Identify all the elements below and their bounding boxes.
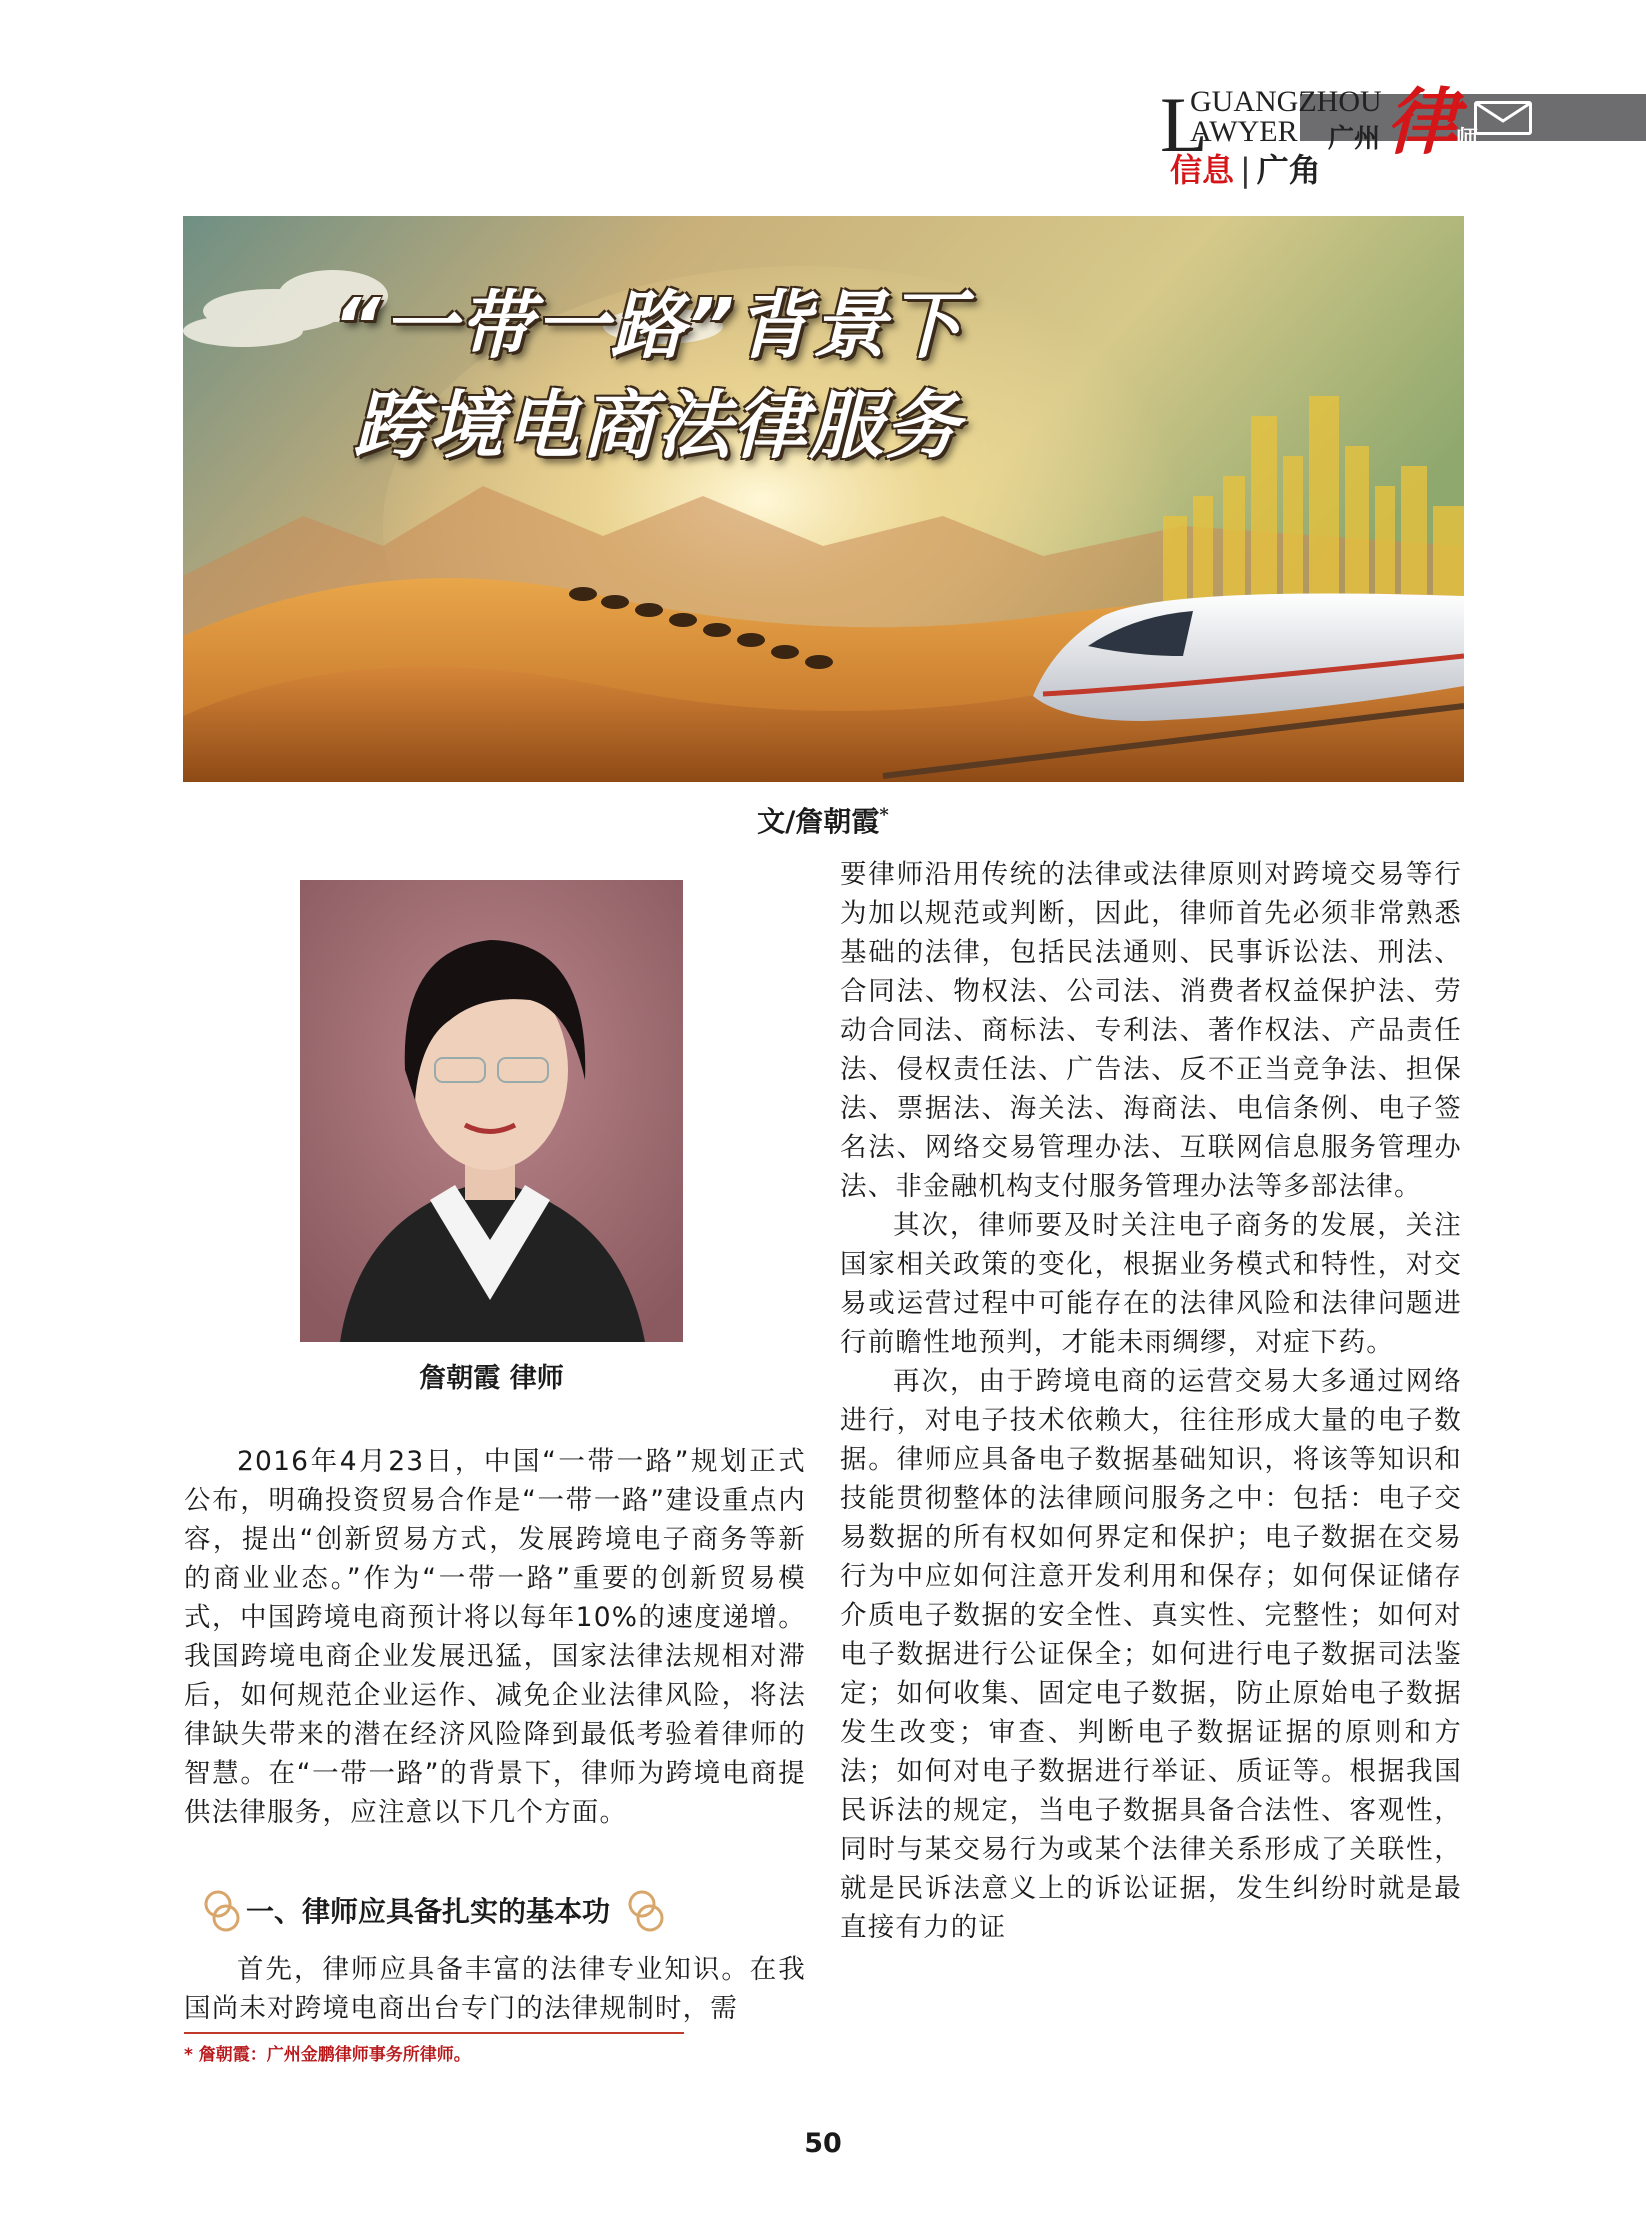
page-number: 50: [804, 2128, 842, 2159]
section-heading-1: [200, 1886, 670, 1938]
section-primary: 信息: [1170, 151, 1235, 189]
logo-cn-lu: 律: [1386, 79, 1459, 164]
footnote-rule: [184, 2032, 684, 2034]
logo-lawyer: AWYER: [1190, 115, 1298, 148]
logo-cn-shi: 师: [1456, 127, 1479, 152]
byline: [0, 800, 1646, 840]
right-column: [840, 855, 1462, 1947]
logo-letter-l: L: [1160, 81, 1208, 168]
paragraph-second: 其次，律师要及时关注电子商务的发展，关注国家相关政策的变化，根据业务模式和特性，对交易或运营过程中可能存在的法律风险和法律问题进行前瞻性地预判，才能未雨绸缪，对症下药。: [840, 1210, 1462, 1358]
photo-caption: 詹朝霞 律师: [419, 1363, 564, 1394]
banner-title-line1: “一带一路”背景下: [333, 283, 965, 369]
banner-image: [183, 216, 1464, 782]
section-tag: [1170, 150, 1321, 190]
banner-title-line2: 跨境电商法律服务: [353, 383, 961, 469]
paragraph-third: 再次，由于跨境电商的运营交易大多通过网络进行，对电子技术依赖大，往往形成大量的电子数据。律师应具备电子数据基础知识，将该等知识和技能贯彻整体的法律顾问服务之中：包括：电子交易数据的所有权如何界定和保护；电子数据在交易行为中应如何注意开发利用和保存；如何保证储存介质电子数据的安全性、真实性、完整性；如何对电子数据进行公证保全；如何进行电子数据司法鉴定；如何收集、固定电子数据，防止原始电子数据发生改变；审查、判断电子数据证据的原则和方法；如何对电子数据进行举证、质证等。根据我国民诉法的规定，当电子数据具备合法性、客观性，同时与某交易行为或某个法律关系形成了关联性，就是民诉法意义上的诉讼证据，发生纠纷时就是最直接有力的证: [840, 1366, 1462, 1943]
section-separator: |: [1240, 151, 1251, 189]
author-photo: [300, 880, 683, 1342]
left-column-after-heading: [184, 1950, 806, 2028]
left-column: [184, 1442, 806, 1832]
logo-guangzhou: GUANGZHOU: [1190, 85, 1382, 118]
mail-icon: [1474, 101, 1532, 135]
logo-cn-city: 广州: [1328, 124, 1381, 154]
intro-paragraph: 2016年4月23日，中国“一带一路”规划正式公布，明确投资贸易合作是“一带一路”建设重点内容，提出“创新贸易方式，发展跨境电子商务等新的商业业态。”作为“一带一路”重要的创新贸易模式，中国跨境电商预计将以每年10%的速度递增。我国跨境电商企业发展迅猛，国家法律法规相对滞后，如何规范企业运作、减免企业法律风险，将法律缺失带来的潜在经济风险降到最低考验着律师的智慧。在“一带一路”的背景下，律师为跨境电商提供法律服务，应注意以下几个方面。: [184, 1446, 806, 1828]
paragraph-continuation: 要律师沿用传统的法律或法律原则对跨境交易等行为加以规范或判断，因此，律师首先必须非常熟悉基础的法律，包括民法通则、民事诉讼法、刑法、合同法、物权法、公司法、消费者权益保护法、劳动合同法、商标法、专利法、著作权法、产品责任法、侵权责任法、广告法、反不正当竞争法、担保法、票据法、海关法、海商法、电信条例、电子签名法、网络交易管理办法、互联网信息服务管理办法、非金融机构支付服务管理办法等多部法律。: [840, 859, 1462, 1202]
byline-text: 文/詹朝霞: [757, 805, 880, 838]
paragraph-first: 首先，律师应具备丰富的法律专业知识。在我国尚未对跨境电商出台专门的法律规制时，需: [184, 1954, 806, 2024]
heading-ornament-left-icon: [200, 1886, 244, 1938]
banner-title: [333, 276, 1333, 476]
section-secondary: 广角: [1256, 151, 1321, 189]
section-heading-1-text: 一、律师应具备扎实的基本功: [246, 1895, 611, 1928]
footnote: * 詹朝霞：广州金鹏律师事务所律师。: [184, 2045, 471, 2065]
heading-ornament-right-icon: [624, 1886, 668, 1938]
author-portrait: [300, 880, 683, 1342]
byline-footnote-marker: *: [879, 804, 889, 826]
